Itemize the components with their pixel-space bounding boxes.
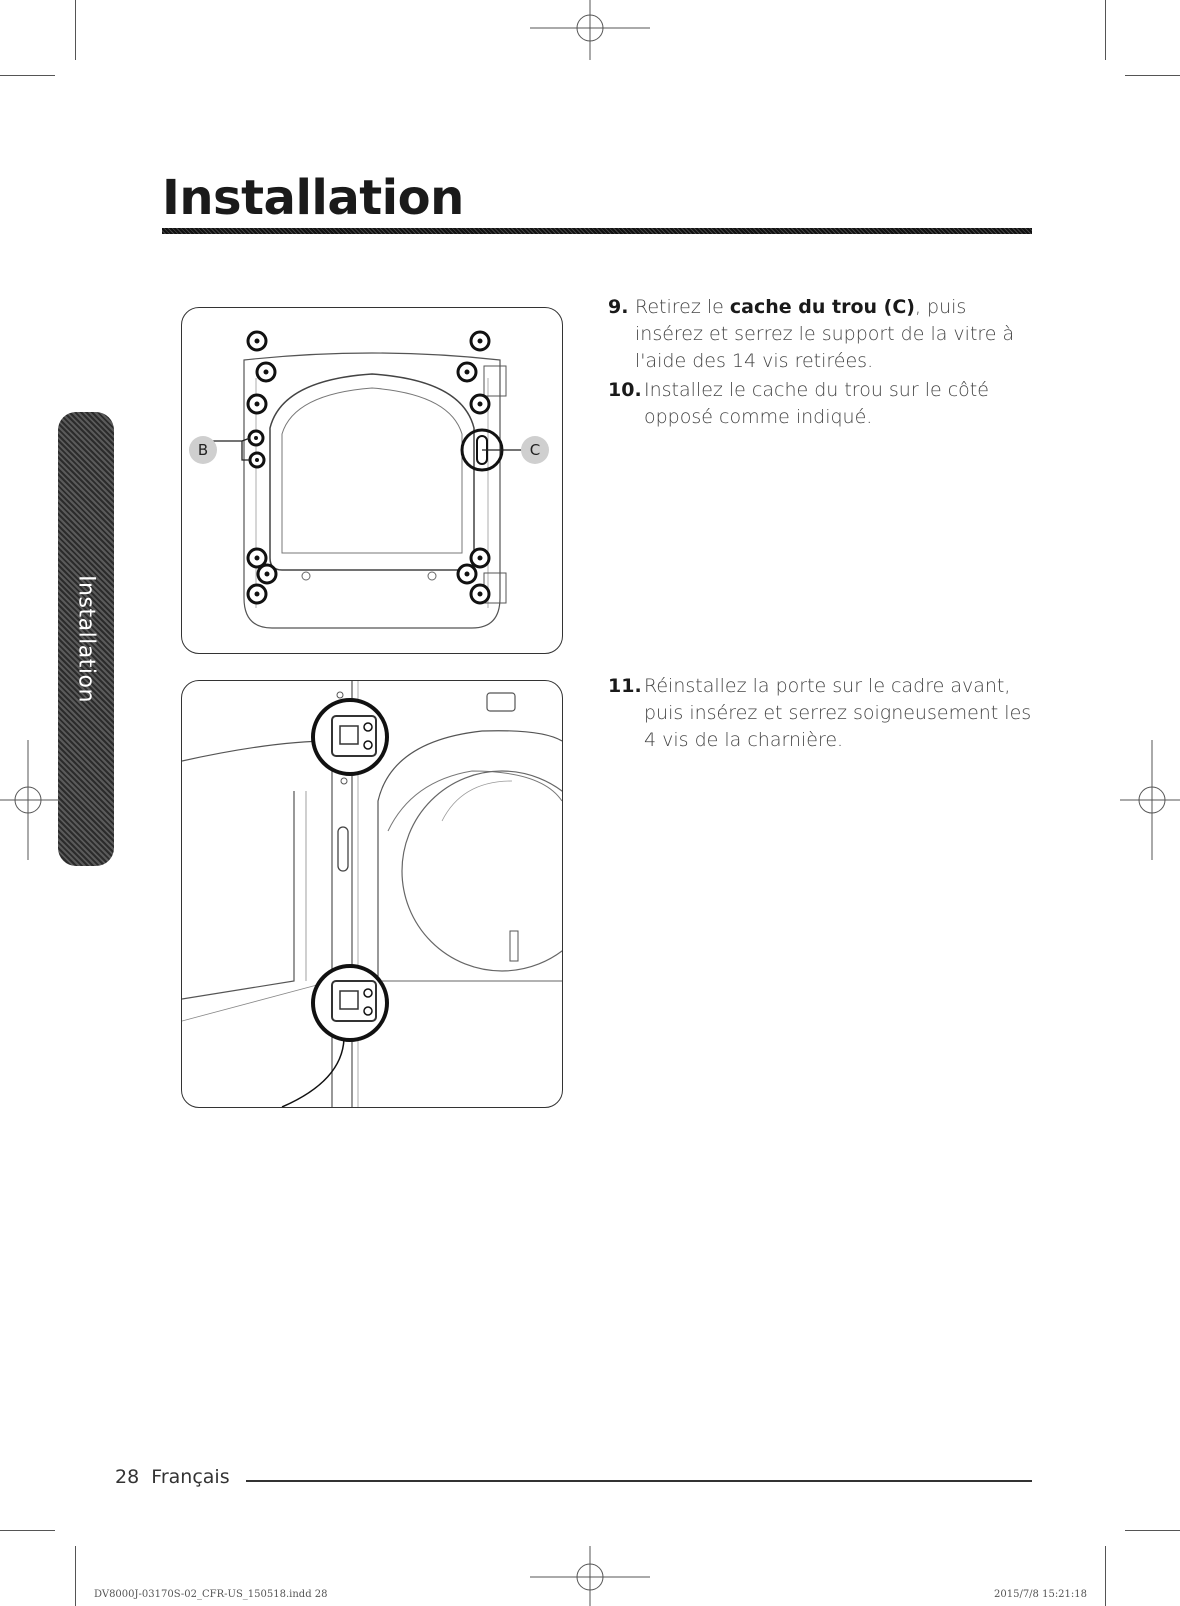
registration-mark-top bbox=[530, 0, 650, 60]
step-text: Installez le cache du trou sur le côté opposé comme indiqué. bbox=[644, 379, 989, 428]
registration-mark-bottom bbox=[530, 1546, 650, 1606]
footer-language: Français bbox=[151, 1466, 230, 1488]
registration-mark-right bbox=[1120, 740, 1180, 860]
crop-mark bbox=[1105, 1546, 1106, 1606]
step-9 bbox=[608, 294, 1038, 375]
title-divider bbox=[162, 228, 1032, 234]
print-slug-file: DV8000J-03170S-02_CFR-US_150518.indd 28 bbox=[94, 1589, 328, 1600]
step-number: 10. bbox=[608, 379, 642, 401]
step-text-part: Retirez le bbox=[635, 296, 730, 318]
crop-mark bbox=[0, 75, 55, 76]
page-title: Installation bbox=[162, 170, 464, 226]
footer-divider bbox=[246, 1480, 1032, 1482]
page-footer bbox=[115, 1466, 230, 1488]
side-section-tab-label: Installation bbox=[73, 575, 99, 703]
crop-mark bbox=[75, 1546, 76, 1606]
crop-mark bbox=[75, 0, 76, 60]
figure-door-hinge bbox=[181, 680, 563, 1108]
step-number: 11. bbox=[608, 675, 642, 697]
crop-mark bbox=[1105, 0, 1106, 60]
registration-mark-left bbox=[0, 740, 60, 860]
step-10 bbox=[608, 377, 1038, 431]
label-c-badge bbox=[521, 436, 549, 464]
step-11 bbox=[608, 673, 1038, 754]
door-hinge-diagram bbox=[182, 681, 562, 1107]
crop-mark bbox=[0, 1530, 55, 1531]
door-frame-diagram bbox=[182, 308, 562, 653]
step-text: Réinstallez la porte sur le cadre avant, puis insérez et serrez soigneusement les 4 vis de la charnière. bbox=[644, 675, 1032, 751]
label-b: B bbox=[197, 441, 209, 459]
label-c: C bbox=[529, 441, 541, 459]
step-number: 9. bbox=[608, 296, 629, 318]
page-number: 28 bbox=[115, 1466, 140, 1488]
step-text-part: , puis insérez et serrez le support de la vitre à l'aide des 14 vis retirées. bbox=[635, 296, 1015, 372]
crop-mark bbox=[1125, 75, 1180, 76]
label-b-badge bbox=[189, 436, 217, 464]
step-text bbox=[608, 294, 1038, 375]
step-text-highlight: cache du trou (C) bbox=[729, 296, 915, 318]
figure-door-frame-screws bbox=[181, 307, 563, 654]
print-slug-date: 2015/7/8 15:21:18 bbox=[994, 1589, 1088, 1600]
side-section-tab bbox=[58, 412, 114, 866]
crop-mark bbox=[1125, 1530, 1180, 1531]
